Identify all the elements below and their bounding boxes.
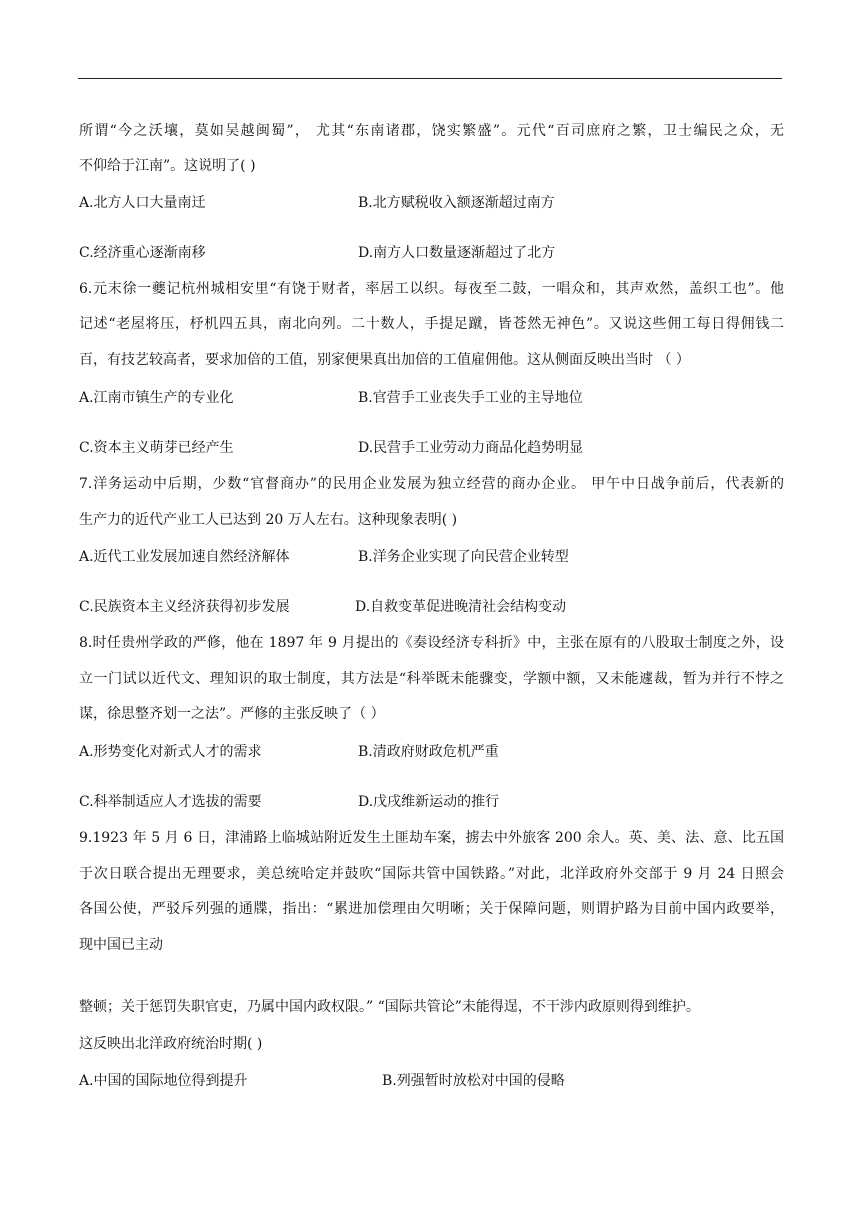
q9-stem-line-6: 这反映出北洋政府统治时期( ) xyxy=(79,1036,263,1052)
q5-stem-line-1: 所谓“今之沃壤，莫如吴越闽蜀”， 尤其“东南诸郡，饶实繁盛”。元代“百司庶府之繁，卫士编民之众，无 xyxy=(79,123,784,139)
q7-option-a[interactable]: A.近代工业发展加速自然经济解体 xyxy=(79,549,290,565)
q5-option-a[interactable]: A.北方人口大量南迁 xyxy=(79,195,206,211)
q6-stem-line-3: 百，有技艺较高者，要求加倍的工值，别家便果真出加倍的工值雇佣他。这从侧面反映出当时 （ ） xyxy=(79,352,690,368)
q9-stem-line-2: 于次日联合提出无理要求，美总统哈定并鼓吹“国际共管中国铁路。”对此，北洋政府外交部于 9 月 24 日照会 xyxy=(79,866,784,882)
q8-option-a[interactable]: A.形势变化对新式人才的需求 xyxy=(79,744,262,760)
q8-stem-line-2: 立一门试以近代文、理知识的取士制度，其方法是“科举既未能骤变，学额中额，又未能遽裁，暂为并行不悖之 xyxy=(79,671,784,687)
q7-option-b[interactable]: B.洋务企业实现了向民营企业转型 xyxy=(358,549,569,565)
q6-option-a[interactable]: A.江南市镇生产的专业化 xyxy=(79,390,234,406)
q9-stem-line-1: 9.1923 年 5 月 6 日，津浦路上临城站附近发生土匪劫车案，掳去中外旅客 200 余人。英、美、法、意、比五国 xyxy=(79,830,784,846)
header-rule xyxy=(78,78,782,79)
q5-option-c[interactable]: C.经济重心逐渐南移 xyxy=(79,245,206,261)
q9-stem-line-5: 整顿；关于惩罚失职官吏，乃属中国内政权限。” “国际共管论”未能得逞，不干涉内政原则得到维护。 xyxy=(79,999,700,1015)
q5-stem-line-2: 不仰给于江南”。这说明了( ) xyxy=(79,158,256,174)
q6-stem-line-2: 记述“老屋将压，杼机四五具，南北向列。二十数人，手提足蹴，皆苍然无神色”。又说这些佣工每日得佣钱二 xyxy=(79,316,784,332)
q8-option-c[interactable]: C.科举制适应人才选拔的需要 xyxy=(79,794,262,810)
q7-stem-line-2: 生产力的近代产业工人已达到 20 万人左右。这种现象表明( ) xyxy=(79,512,458,528)
q7-option-d[interactable]: D.自救变革促进晚清社会结构变动 xyxy=(355,599,567,615)
q8-option-b[interactable]: B.清政府财政危机严重 xyxy=(358,744,499,760)
q8-stem-line-1: 8.时任贵州学政的严修，他在 1897 年 9 月提出的《奏设经济专科折》中，主张在原有的八股取士制度之外，设 xyxy=(79,635,784,651)
q6-stem-line-1: 6.元末徐一夔记杭州城相安里“有饶于财者，率居工以织。每夜至二鼓，一唱众和，其声欢然，盖织工也”。他 xyxy=(79,281,784,297)
q8-option-d[interactable]: D.戊戌维新运动的推行 xyxy=(358,794,500,810)
q9-option-b[interactable]: B.列强暂时放松对中国的侵略 xyxy=(382,1073,565,1089)
q7-option-c[interactable]: C.民族资本主义经济获得初步发展 xyxy=(79,599,290,615)
q6-option-c[interactable]: C.资本主义萌芽已经产生 xyxy=(79,440,234,456)
q8-stem-line-3: 谋，徐思整齐划一之法”。严修的主张反映了（ ） xyxy=(79,706,385,722)
q9-stem-line-4: 现中国已主动 xyxy=(79,937,163,953)
q7-stem-line-1: 7.洋务运动中后期，少数“官督商办”的民用企业发展为独立经营的商办企业。 甲午中日战争前后，代表新的 xyxy=(79,476,784,492)
q9-stem-line-3: 各国公使，严驳斥列强的通牒，指出：“累进加偿理由欠明晰；关于保障问题，则谓护路为目前中国内政要举， xyxy=(79,901,784,917)
q6-option-d[interactable]: D.民营手工业劳动力商品化趋势明显 xyxy=(358,440,584,456)
q5-option-d[interactable]: D.南方人口数量逐渐超过了北方 xyxy=(358,245,556,261)
q6-option-b[interactable]: B.官营手工业丧失手工业的主导地位 xyxy=(358,390,583,406)
q5-option-b[interactable]: B.北方赋税收入额逐渐超过南方 xyxy=(358,195,555,211)
q9-option-a[interactable]: A.中国的国际地位得到提升 xyxy=(79,1073,248,1089)
